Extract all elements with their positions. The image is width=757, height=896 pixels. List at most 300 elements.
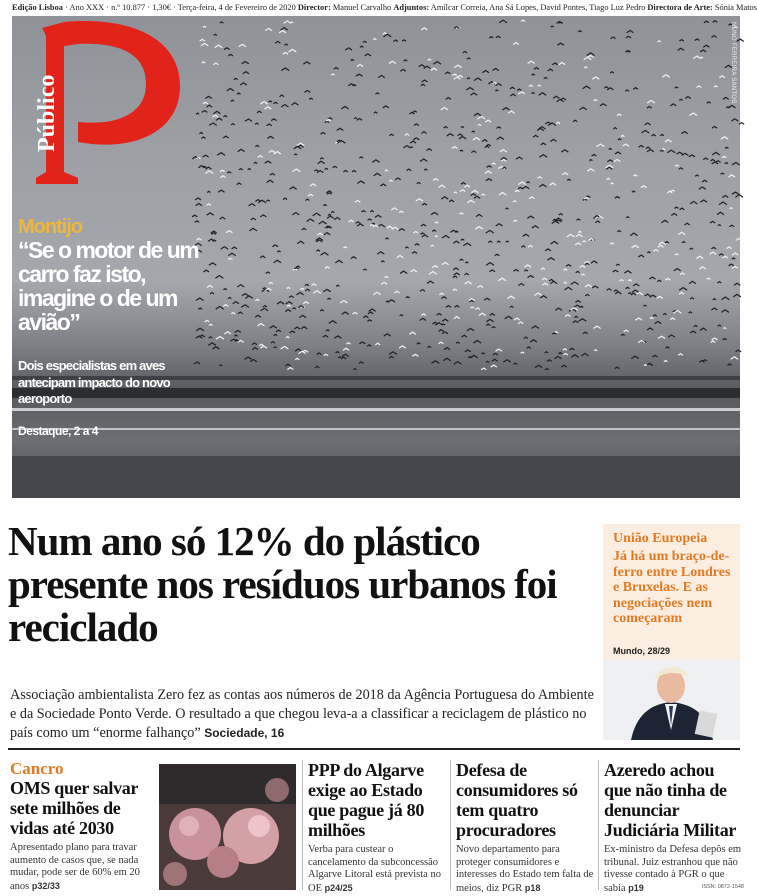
bird-mark bbox=[615, 197, 620, 199]
bird-mark bbox=[495, 254, 500, 256]
bird-mark bbox=[736, 239, 741, 241]
bird-mark bbox=[228, 258, 232, 259]
bird-mark bbox=[258, 156, 263, 158]
bird-mark bbox=[550, 281, 557, 283]
bird-mark bbox=[454, 362, 462, 365]
bird-mark bbox=[596, 144, 604, 147]
bird-mark bbox=[606, 167, 612, 169]
bird-mark bbox=[626, 36, 631, 38]
bird-mark bbox=[641, 186, 647, 188]
bird-mark bbox=[454, 273, 460, 275]
bird-mark bbox=[573, 321, 579, 323]
bird-mark bbox=[218, 190, 224, 192]
bird-mark bbox=[690, 331, 696, 333]
bird-mark bbox=[260, 346, 267, 348]
bird-mark bbox=[353, 312, 358, 314]
bird-mark bbox=[535, 365, 542, 367]
bird-mark bbox=[553, 96, 559, 98]
bird-mark bbox=[310, 184, 316, 186]
bird-mark bbox=[611, 37, 616, 39]
bird-mark bbox=[650, 317, 654, 318]
bird-mark bbox=[621, 334, 624, 335]
bird-mark bbox=[664, 360, 668, 361]
bird-mark bbox=[329, 321, 337, 324]
bird-mark bbox=[324, 354, 328, 355]
bird-mark bbox=[319, 221, 327, 224]
bird-mark bbox=[580, 266, 586, 268]
bird-mark bbox=[205, 171, 213, 174]
edition: Edição Lisboa bbox=[12, 3, 63, 12]
bird-mark bbox=[492, 327, 496, 328]
bird-mark bbox=[670, 318, 675, 320]
main-reference[interactable]: Sociedade, 16 bbox=[204, 726, 285, 740]
bird-mark bbox=[320, 310, 324, 311]
bird-mark bbox=[375, 343, 380, 345]
bird-mark bbox=[429, 272, 437, 275]
bird-mark bbox=[614, 159, 621, 161]
bottom-1-kicker: Cancro bbox=[10, 759, 64, 778]
bird-mark bbox=[502, 108, 509, 110]
bird-mark bbox=[732, 258, 735, 259]
bird-mark bbox=[231, 100, 234, 101]
bird-mark bbox=[216, 118, 222, 120]
bird-mark bbox=[647, 328, 653, 330]
bird-mark bbox=[454, 65, 462, 68]
bird-mark bbox=[283, 52, 288, 54]
bird-mark bbox=[707, 278, 711, 279]
bird-mark bbox=[239, 169, 243, 170]
bottom-story-3[interactable] bbox=[456, 760, 596, 895]
arte-label: Directora de Arte: bbox=[647, 3, 713, 12]
bottom-story-1[interactable] bbox=[10, 760, 152, 893]
bird-mark bbox=[712, 162, 719, 164]
bird-mark bbox=[585, 263, 589, 264]
bird-mark bbox=[281, 28, 288, 30]
bottom-1-reference[interactable]: p32/33 bbox=[31, 880, 60, 891]
bird-mark bbox=[277, 251, 281, 252]
bird-mark bbox=[380, 184, 386, 186]
bird-mark bbox=[281, 346, 289, 349]
bird-mark bbox=[679, 288, 687, 291]
hero-photo[interactable] bbox=[12, 16, 740, 498]
hero-reference[interactable]: Destaque, 2 a 4 bbox=[18, 424, 98, 438]
bird-mark bbox=[490, 314, 495, 316]
bird-mark bbox=[534, 293, 541, 295]
bird-mark bbox=[290, 22, 293, 23]
bird-mark bbox=[217, 153, 225, 156]
bird-mark bbox=[737, 39, 744, 41]
bird-mark bbox=[735, 195, 743, 198]
bird-mark bbox=[271, 342, 275, 343]
column-rule-3 bbox=[598, 760, 599, 890]
bird-mark bbox=[397, 255, 404, 257]
bird-mark bbox=[645, 123, 651, 125]
bird-mark bbox=[518, 182, 526, 185]
bird-mark bbox=[381, 261, 384, 262]
bird-mark bbox=[413, 138, 419, 140]
bird-mark bbox=[678, 354, 683, 356]
bird-mark bbox=[422, 80, 428, 82]
bird-mark bbox=[466, 87, 473, 89]
bird-mark bbox=[223, 136, 228, 138]
bird-mark bbox=[545, 249, 551, 251]
bird-mark bbox=[574, 316, 578, 317]
bird-mark bbox=[460, 259, 464, 260]
bird-mark bbox=[427, 281, 434, 283]
bird-mark bbox=[557, 99, 564, 101]
bird-mark bbox=[266, 200, 270, 201]
bird-mark bbox=[415, 244, 420, 246]
bird-mark bbox=[571, 282, 579, 285]
bird-mark bbox=[497, 241, 501, 242]
adjuntos-names: Amílcar Correia, Ana Sá Lopes, David Pontes, Tiago Luz Pedro bbox=[430, 3, 646, 12]
bird-mark bbox=[527, 347, 531, 348]
bird-mark bbox=[316, 250, 320, 251]
bird-mark bbox=[389, 356, 394, 358]
bird-mark bbox=[220, 170, 225, 172]
bird-mark bbox=[346, 343, 350, 344]
bird-mark bbox=[454, 192, 457, 193]
bird-mark bbox=[528, 245, 533, 247]
bird-mark bbox=[261, 308, 268, 310]
bird-mark bbox=[545, 369, 549, 370]
bird-mark bbox=[665, 278, 670, 280]
bird-mark bbox=[289, 49, 297, 52]
bird-mark bbox=[583, 332, 588, 334]
bird-mark bbox=[585, 294, 589, 295]
bird-mark bbox=[373, 225, 379, 227]
bird-mark bbox=[299, 351, 306, 353]
bird-mark bbox=[510, 87, 515, 89]
bird-mark bbox=[340, 301, 347, 303]
bird-mark bbox=[243, 72, 249, 74]
bird-mark bbox=[723, 328, 726, 329]
bottom-4-body-text: Ex-ministro da Defesa depôs em tribunal. Juiz estranhou que não tivesse contado à PGR o que sabia bbox=[604, 844, 742, 894]
bird-mark bbox=[471, 194, 476, 196]
bird-mark bbox=[432, 230, 436, 231]
bird-mark bbox=[207, 204, 211, 205]
bottom-story-2[interactable] bbox=[308, 760, 446, 895]
bird-mark bbox=[616, 264, 620, 265]
bird-mark bbox=[257, 324, 264, 326]
bird-mark bbox=[202, 111, 207, 113]
bird-mark bbox=[549, 280, 554, 282]
bird-mark bbox=[295, 358, 299, 359]
bird-mark bbox=[717, 282, 721, 283]
bird-mark bbox=[565, 287, 573, 290]
bird-mark bbox=[496, 36, 501, 38]
bird-mark bbox=[407, 169, 412, 171]
bird-mark bbox=[658, 41, 661, 42]
bird-mark bbox=[356, 74, 363, 76]
bird-mark bbox=[235, 330, 241, 332]
bird-mark bbox=[563, 282, 566, 283]
bird-mark bbox=[557, 43, 564, 45]
bird-mark bbox=[491, 365, 497, 367]
bird-mark bbox=[266, 272, 270, 273]
bird-mark bbox=[689, 281, 696, 283]
bird-mark bbox=[238, 312, 243, 314]
bird-mark bbox=[375, 93, 379, 94]
bird-mark bbox=[615, 367, 620, 369]
bird-mark bbox=[528, 275, 534, 277]
bird-mark bbox=[609, 148, 612, 149]
bird-mark bbox=[254, 162, 258, 163]
bird-mark bbox=[499, 20, 507, 23]
bird-mark bbox=[349, 220, 354, 222]
bird-mark bbox=[518, 322, 523, 324]
bird-mark bbox=[485, 146, 490, 148]
bird-mark bbox=[471, 190, 478, 192]
bird-mark bbox=[521, 20, 525, 21]
bird-mark bbox=[207, 191, 210, 192]
bird-mark bbox=[455, 306, 460, 308]
bird-mark bbox=[345, 48, 352, 50]
bottom-story-4[interactable] bbox=[604, 760, 742, 895]
bird-mark bbox=[242, 61, 249, 63]
bird-mark bbox=[542, 278, 547, 280]
bottom-2-reference[interactable]: p24/25 bbox=[324, 882, 353, 893]
bird-mark bbox=[351, 60, 354, 61]
bird-mark bbox=[497, 137, 504, 139]
bird-mark bbox=[508, 111, 515, 113]
bird-mark bbox=[318, 161, 325, 163]
bottom-4-reference[interactable]: p19 bbox=[628, 882, 644, 893]
bird-mark bbox=[327, 193, 331, 194]
bird-mark bbox=[697, 86, 702, 88]
bird-mark bbox=[576, 271, 580, 272]
bird-mark bbox=[237, 183, 242, 185]
bird-mark bbox=[485, 120, 491, 122]
bird-mark bbox=[529, 85, 533, 86]
bird-mark bbox=[268, 101, 272, 102]
bird-mark bbox=[675, 254, 679, 255]
bird-mark bbox=[267, 180, 274, 182]
bird-mark bbox=[220, 217, 226, 219]
bird-mark bbox=[263, 288, 267, 289]
bird-mark bbox=[360, 46, 364, 47]
bird-mark bbox=[276, 330, 281, 332]
bird-mark bbox=[294, 268, 298, 269]
bird-mark bbox=[524, 337, 528, 338]
bird-mark bbox=[578, 31, 582, 32]
bird-mark bbox=[441, 297, 446, 299]
bird-mark bbox=[734, 283, 740, 285]
bird-mark bbox=[283, 198, 287, 199]
bird-mark bbox=[342, 312, 349, 314]
bird-mark bbox=[372, 160, 380, 163]
bird-mark bbox=[399, 346, 406, 348]
bottom-1-body bbox=[10, 842, 152, 893]
bird-mark bbox=[313, 213, 321, 216]
bird-mark bbox=[732, 266, 738, 268]
bird-mark bbox=[521, 352, 525, 353]
bird-mark bbox=[289, 187, 296, 189]
bird-mark bbox=[285, 310, 291, 312]
bird-mark bbox=[482, 140, 487, 142]
bird-mark bbox=[591, 261, 598, 263]
bird-mark bbox=[389, 61, 396, 63]
bird-mark bbox=[369, 309, 376, 311]
bird-mark bbox=[196, 113, 199, 114]
bird-mark bbox=[638, 340, 644, 342]
adjuntos-label: Adjuntos: bbox=[393, 3, 430, 12]
bird-mark bbox=[352, 170, 356, 171]
bird-mark bbox=[287, 368, 293, 370]
bird-mark bbox=[304, 90, 310, 92]
bird-mark bbox=[723, 97, 729, 99]
bird-mark bbox=[291, 103, 298, 105]
bottom-3-reference[interactable]: p18 bbox=[524, 882, 541, 893]
bird-mark bbox=[486, 230, 494, 233]
bird-mark bbox=[587, 55, 593, 57]
bird-mark bbox=[453, 289, 457, 290]
bird-mark bbox=[439, 330, 444, 332]
bird-mark bbox=[400, 271, 407, 273]
bird-mark bbox=[539, 155, 547, 158]
bird-mark bbox=[224, 48, 230, 50]
bird-mark bbox=[503, 360, 510, 362]
bird-mark bbox=[402, 40, 406, 41]
bird-mark bbox=[459, 213, 463, 214]
bird-mark bbox=[521, 246, 525, 247]
bird-mark bbox=[689, 155, 695, 157]
bottom-1-body-text: Apresentado plano para travar aumento de casos que, se nada mudar, pode ser de 60% em 20 anos bbox=[10, 842, 140, 892]
bird-mark bbox=[464, 185, 470, 187]
bird-mark bbox=[442, 262, 449, 264]
bottom-3-body-text: Novo departamento para proteger consumidores e interesses do Estado tem falta de meios, diz PGR bbox=[456, 844, 594, 894]
bird-mark bbox=[257, 111, 262, 113]
bird-mark bbox=[653, 315, 657, 316]
bird-mark bbox=[192, 215, 197, 217]
bird-mark bbox=[547, 360, 552, 362]
bird-mark bbox=[732, 192, 739, 194]
bird-mark bbox=[613, 128, 617, 129]
bird-mark bbox=[432, 266, 438, 268]
bird-mark bbox=[538, 177, 542, 178]
bird-mark bbox=[317, 233, 323, 235]
bird-mark bbox=[733, 294, 741, 297]
bird-mark bbox=[559, 214, 563, 215]
bird-mark bbox=[370, 211, 374, 212]
bird-mark bbox=[389, 134, 393, 135]
bird-mark bbox=[284, 21, 291, 23]
bird-mark bbox=[433, 179, 439, 181]
bird-mark bbox=[426, 149, 431, 151]
bird-mark bbox=[710, 221, 715, 223]
bird-mark bbox=[351, 257, 357, 259]
issn-code: ISSN: 0872-1548 bbox=[701, 884, 744, 890]
bird-mark bbox=[513, 201, 516, 202]
bird-mark bbox=[717, 212, 724, 214]
bird-mark bbox=[336, 352, 340, 353]
bird-mark bbox=[650, 295, 656, 297]
bird-mark bbox=[554, 356, 561, 358]
bird-mark bbox=[410, 270, 417, 272]
bird-mark bbox=[710, 160, 714, 161]
bird-mark bbox=[679, 292, 684, 294]
bird-mark bbox=[467, 78, 470, 79]
bird-mark bbox=[681, 132, 687, 134]
bird-mark bbox=[559, 62, 565, 64]
bird-mark bbox=[517, 89, 521, 90]
bird-mark bbox=[467, 200, 474, 202]
main-headline[interactable]: Num ano só 12% do plástico presente nos resíduos urbanos foi reciclado bbox=[8, 518, 557, 650]
bird-mark bbox=[707, 102, 711, 103]
bird-mark bbox=[311, 284, 316, 286]
bird-mark bbox=[428, 59, 432, 60]
bird-mark bbox=[657, 296, 663, 298]
bird-mark bbox=[465, 282, 472, 284]
bird-mark bbox=[711, 341, 716, 343]
bird-mark bbox=[431, 212, 438, 214]
bird-mark bbox=[343, 171, 348, 173]
bird-mark bbox=[424, 169, 428, 170]
bird-mark bbox=[292, 213, 299, 215]
bird-mark bbox=[604, 87, 608, 88]
bird-mark bbox=[674, 269, 681, 271]
bird-mark bbox=[331, 74, 334, 75]
bird-mark bbox=[561, 365, 567, 367]
bird-mark bbox=[465, 273, 469, 274]
bird-mark bbox=[325, 121, 329, 122]
bird-mark bbox=[668, 335, 675, 337]
cancer-cells-image bbox=[159, 764, 296, 890]
bird-mark bbox=[245, 119, 252, 121]
bird-mark bbox=[611, 183, 614, 184]
bird-mark bbox=[241, 305, 249, 308]
bird-mark bbox=[496, 224, 503, 226]
bird-mark bbox=[492, 163, 496, 164]
bird-mark bbox=[409, 332, 416, 334]
bird-mark bbox=[579, 319, 587, 322]
bird-mark bbox=[693, 56, 700, 58]
bird-mark bbox=[610, 72, 614, 73]
bird-mark bbox=[337, 140, 341, 141]
bird-mark bbox=[544, 77, 548, 78]
bird-mark bbox=[703, 45, 709, 47]
hero-quote: “Se o motor de um carro faz isto, imagine o de um avião” bbox=[18, 237, 199, 335]
director-name: Manuel Carvalho bbox=[332, 3, 392, 12]
bird-mark bbox=[419, 65, 425, 67]
bird-mark bbox=[474, 196, 480, 198]
bird-mark bbox=[728, 175, 735, 177]
bird-mark bbox=[489, 270, 495, 272]
bird-mark bbox=[478, 124, 482, 125]
bird-mark bbox=[269, 282, 273, 283]
bird-mark bbox=[524, 270, 528, 271]
eu-reference[interactable]: Mundo, 28/29 bbox=[613, 646, 671, 656]
bird-mark bbox=[461, 127, 464, 128]
bird-mark bbox=[530, 340, 537, 342]
bird-mark bbox=[731, 357, 738, 359]
bird-mark bbox=[400, 315, 403, 316]
bird-mark bbox=[671, 190, 675, 191]
bird-mark bbox=[619, 280, 623, 281]
bird-mark bbox=[383, 106, 389, 108]
bird-mark bbox=[626, 287, 630, 288]
bird-mark bbox=[674, 207, 678, 208]
bird-mark bbox=[449, 200, 454, 202]
bird-mark bbox=[467, 58, 471, 59]
bird-mark bbox=[711, 247, 716, 249]
bird-mark bbox=[323, 289, 330, 291]
bird-mark bbox=[221, 247, 228, 249]
bird-mark bbox=[510, 94, 515, 96]
bird-mark bbox=[341, 357, 346, 359]
bird-mark bbox=[718, 325, 722, 326]
bird-mark bbox=[323, 205, 326, 206]
